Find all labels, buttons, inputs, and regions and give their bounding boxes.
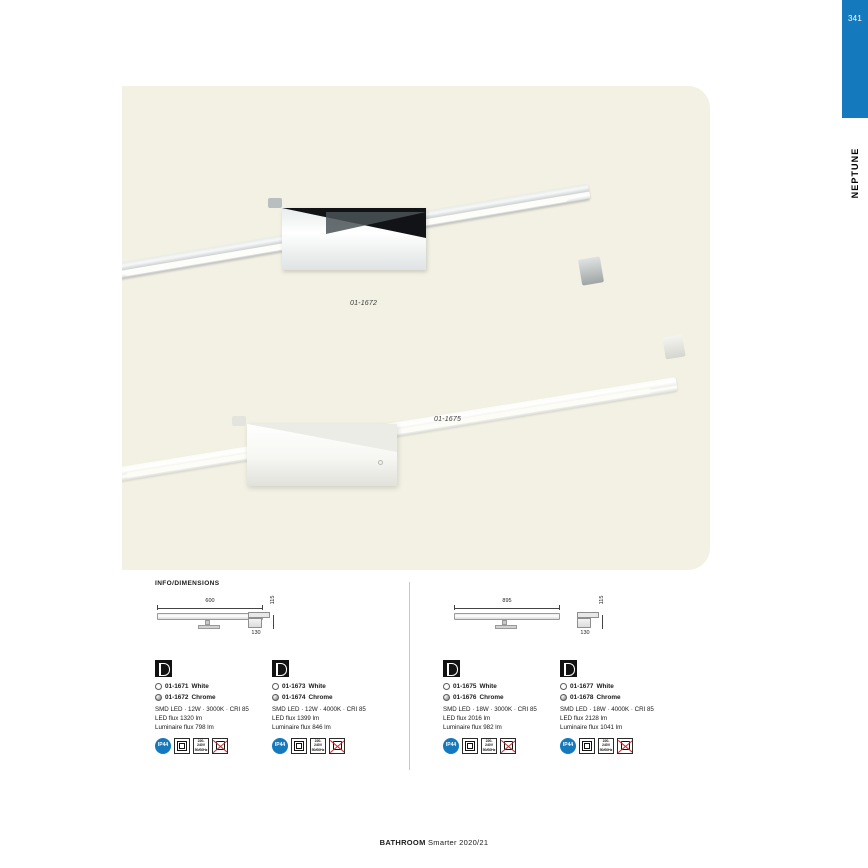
product-spec-1: [155, 660, 275, 754]
variant-row-1-2[interactable]: [155, 693, 275, 702]
ip44-badge: IP44: [155, 738, 171, 754]
hero-image-panel: [122, 86, 710, 570]
white-bracket-screw: [378, 460, 383, 465]
product-image-chrome-endcap: [578, 256, 604, 285]
protection-class-2-icon: [291, 738, 307, 754]
protection-class-2-icon: [462, 738, 478, 754]
side-dim-line-left: [273, 615, 274, 629]
spec-line: LED flux 1320 lm: [155, 714, 203, 722]
footer-bold-text: BATHROOM: [379, 838, 426, 847]
spec-lines-1: [155, 705, 275, 732]
product-finish: Chrome: [479, 693, 504, 701]
variant-row-2-1[interactable]: [272, 682, 392, 691]
product-image-chrome-stem: [268, 198, 282, 208]
product-code: 01-1676: [453, 693, 477, 701]
ip44-badge: IP44: [272, 738, 288, 754]
product-code: 01-1671: [165, 683, 189, 690]
not-dimmable-icon: [617, 738, 633, 754]
dimension-width-label-left: 600: [205, 598, 215, 604]
spec-lines-4: [560, 705, 680, 732]
product-image-white-bar: [122, 377, 678, 482]
icon-row-4: [560, 738, 680, 754]
not-dimmable-icon: [500, 738, 516, 754]
color-swatch-chrome-icon: [155, 694, 162, 701]
not-dimmable-icon: [329, 738, 345, 754]
series-name-label: NEPTUNE: [850, 147, 860, 199]
product-code: 01-1674: [282, 693, 306, 701]
spec-line: Luminaire flux 1041 lm: [560, 723, 623, 731]
dim-tick-right-end: [559, 605, 560, 610]
color-swatch-white-icon: [272, 683, 279, 690]
series-name-vertical: [842, 118, 868, 228]
spec-line: Luminaire flux 982 lm: [443, 723, 502, 731]
dim-fixture-bar-right: [454, 613, 560, 620]
dimension-depth-label-right: 130: [580, 630, 590, 636]
product-finish: Chrome: [191, 693, 216, 701]
product-code: 01-1672: [165, 693, 189, 701]
variant-row-2-2[interactable]: [272, 693, 392, 702]
product-badge-icon-2: [272, 660, 289, 677]
product-badge-icon-4: [560, 660, 577, 677]
dimension-height-label-left: 115: [270, 595, 276, 605]
spec-lines-3: [443, 705, 563, 732]
product-code: 01-1673: [282, 683, 306, 690]
hero-caption-2: 01-1675: [434, 416, 462, 423]
product-spec-2: [272, 660, 392, 754]
product-finish: White: [191, 683, 209, 690]
voltage-icon: 220-240V 50/60Hz: [194, 738, 208, 752]
color-swatch-white-icon: [155, 683, 162, 690]
spec-line: SMD LED · 18W · 4000K · CRI 85: [560, 705, 654, 713]
spec-line: SMD LED · 12W · 3000K · CRI 85: [155, 705, 249, 713]
footer: [0, 838, 868, 847]
color-swatch-chrome-icon: [560, 694, 567, 701]
voltage-icon: 220-240V 50/60Hz: [311, 738, 325, 752]
icon-row-1: [155, 738, 275, 754]
spec-line: Luminaire flux 798 lm: [155, 723, 214, 731]
dimension-height-label-right: 115: [599, 595, 605, 605]
spec-line: Luminaire flux 846 lm: [272, 723, 331, 731]
spec-line: LED flux 1399 lm: [272, 714, 320, 722]
variant-row-3-1[interactable]: [443, 682, 563, 691]
dim-fixture-base-left: [198, 625, 220, 629]
product-finish: White: [596, 683, 614, 690]
product-spec-4: [560, 660, 680, 754]
dim-fixture-base-right: [495, 625, 517, 629]
ip44-badge: IP44: [560, 738, 576, 754]
color-swatch-chrome-icon: [443, 694, 450, 701]
column-divider: [409, 582, 410, 770]
chrome-bracket-shadow-face: [326, 212, 426, 234]
voltage-icon: 220-240V 50/60Hz: [482, 738, 496, 752]
product-code: 01-1677: [570, 683, 594, 690]
page-number-tab: [842, 0, 868, 118]
product-image-white-stem: [232, 416, 246, 426]
icon-row-2: [272, 738, 392, 754]
icon-row-3: [443, 738, 563, 754]
product-code: 01-1678: [570, 693, 594, 701]
product-finish: White: [308, 683, 326, 690]
color-swatch-white-icon: [560, 683, 567, 690]
variant-row-4-1[interactable]: [560, 682, 680, 691]
variant-row-4-2[interactable]: [560, 693, 680, 702]
voltage-icon: 220-240V 50/60Hz: [599, 738, 613, 752]
product-finish: Chrome: [596, 693, 621, 701]
spec-line: SMD LED · 12W · 4000K · CRI 85: [272, 705, 366, 713]
page-number: 341: [848, 14, 862, 23]
dimension-side-view-right: [572, 595, 622, 644]
product-image-chrome-bracket: [282, 208, 426, 270]
color-swatch-white-icon: [443, 683, 450, 690]
variant-row-3-2[interactable]: [443, 693, 563, 702]
ip44-badge: IP44: [443, 738, 459, 754]
product-badge-icon-3: [443, 660, 460, 677]
protection-class-2-icon: [579, 738, 595, 754]
dimension-width-label-right: 895: [502, 598, 512, 604]
not-dimmable-icon: [212, 738, 228, 754]
dim-line-right: [454, 608, 560, 609]
spec-line: LED flux 2016 lm: [443, 714, 491, 722]
dimension-depth-label-left: 130: [251, 630, 261, 636]
side-dim-line-right: [602, 615, 603, 629]
dim-tick-right-start: [454, 605, 455, 610]
dim-tick-left-start: [157, 605, 158, 610]
info-dimensions-heading: INFO/DIMENSIONS: [155, 580, 220, 587]
dimension-side-view-left: [243, 595, 293, 644]
side-view-bracket-right: [577, 618, 591, 628]
color-swatch-chrome-icon: [272, 694, 279, 701]
product-spec-3: [443, 660, 563, 754]
product-badge-icon-1: [155, 660, 172, 677]
product-code: 01-1675: [453, 683, 477, 690]
protection-class-2-icon: [174, 738, 190, 754]
product-finish: White: [479, 683, 497, 690]
spec-line: LED flux 2128 lm: [560, 714, 608, 722]
product-finish: Chrome: [308, 693, 333, 701]
hero-caption-1: 01-1672: [350, 300, 378, 307]
product-image-white-endcap: [662, 335, 685, 360]
white-bracket-top-face: [247, 424, 397, 452]
product-image-white-bracket: [247, 424, 397, 486]
variant-row-1-1[interactable]: [155, 682, 275, 691]
spec-line: SMD LED · 18W · 3000K · CRI 85: [443, 705, 537, 713]
footer-text: Smarter 2020/21: [425, 838, 489, 847]
side-view-bracket-left: [248, 618, 262, 628]
spec-lines-2: [272, 705, 392, 732]
